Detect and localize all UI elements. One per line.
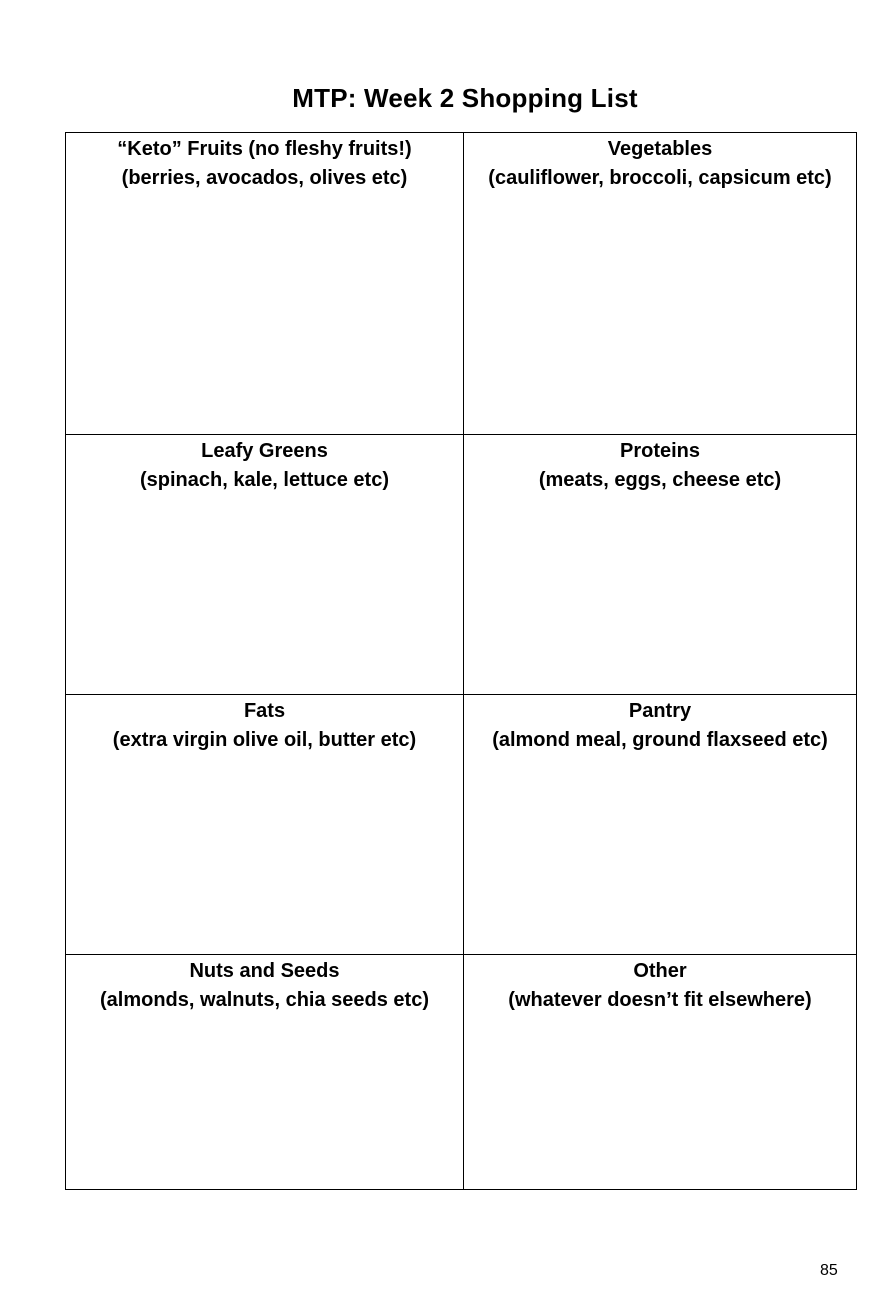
category-title: Pantry: [628, 700, 692, 722]
category-cell-nuts-and-seeds[interactable]: [66, 955, 464, 1189]
category-subtitle: (meats, eggs, cheese etc): [538, 469, 782, 491]
category-title: Proteins: [619, 440, 701, 462]
category-title: Fats: [243, 700, 286, 722]
category-title: Vegetables: [607, 138, 713, 160]
category-cell-leafy-greens[interactable]: [66, 435, 464, 695]
page-number: 85: [820, 1262, 838, 1279]
category-subtitle: (almond meal, ground flaxseed etc): [492, 729, 828, 751]
shopping-list-table: [65, 132, 857, 1190]
category-subtitle: (almonds, walnuts, chia seeds etc): [100, 989, 429, 1011]
category-subtitle: (cauliflower, broccoli, capsicum etc): [488, 167, 832, 189]
category-title: Leafy Greens: [201, 440, 328, 462]
category-subtitle: (whatever doesn’t fit elsewhere): [508, 989, 812, 1011]
category-subtitle: (extra virgin olive oil, butter etc): [112, 729, 417, 751]
page-title: MTP: Week 2 Shopping List: [292, 83, 638, 113]
category-cell-keto-fruits[interactable]: [66, 133, 464, 435]
category-title: “Keto” Fruits (no fleshy fruits!): [117, 138, 412, 160]
category-subtitle: (spinach, kale, lettuce etc): [140, 469, 389, 491]
category-cell-pantry[interactable]: [464, 695, 856, 955]
category-cell-vegetables[interactable]: [464, 133, 856, 435]
category-cell-proteins[interactable]: [464, 435, 856, 695]
category-subtitle: (berries, avocados, olives etc): [121, 167, 408, 189]
category-title: Other: [633, 960, 687, 982]
category-cell-fats[interactable]: [66, 695, 464, 955]
category-cell-other[interactable]: [464, 955, 856, 1189]
category-title: Nuts and Seeds: [189, 960, 340, 982]
